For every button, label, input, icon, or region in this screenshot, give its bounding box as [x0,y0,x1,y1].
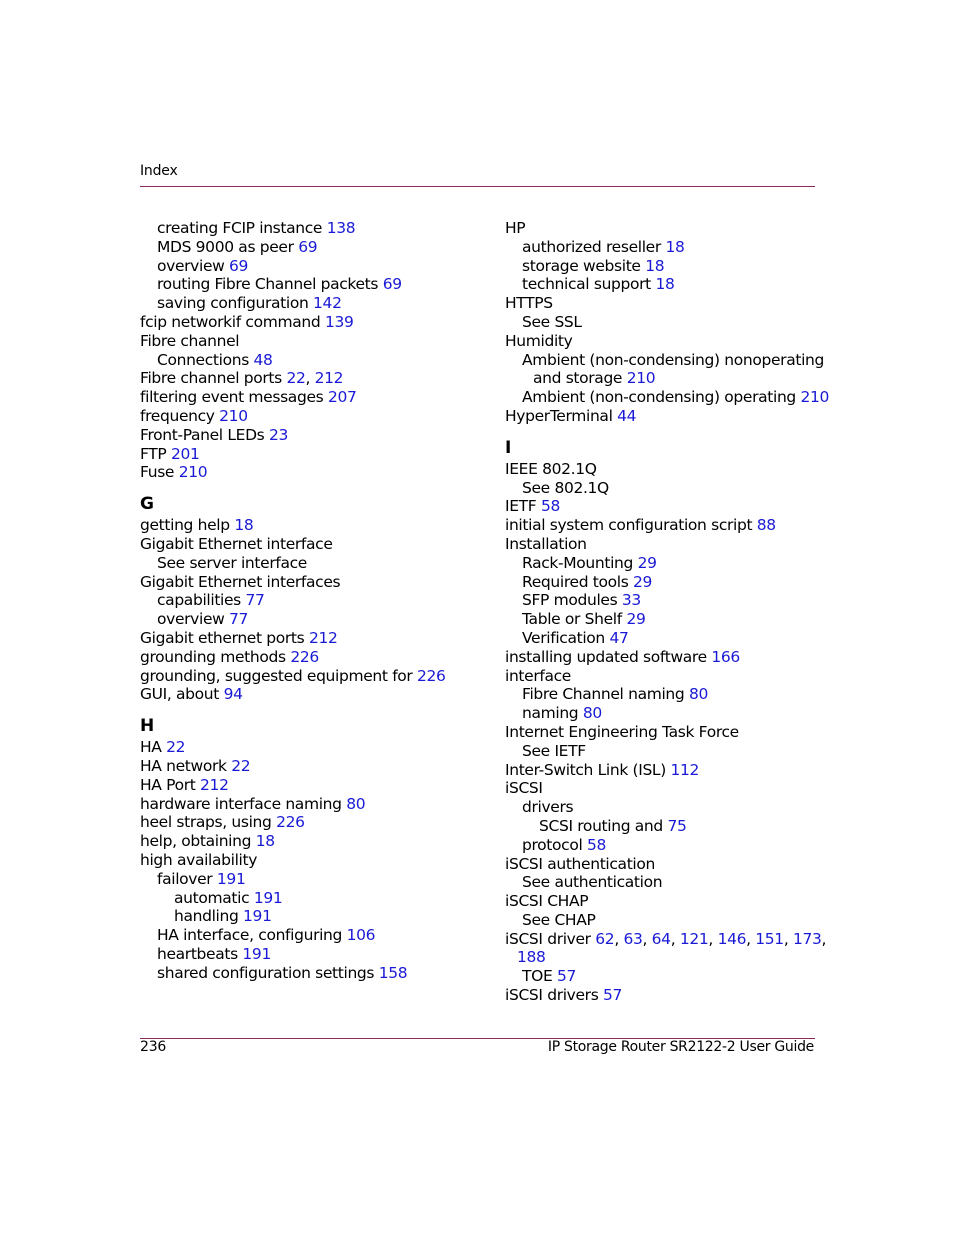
index-entry [505,554,825,573]
index-entry [140,463,470,482]
entry-term: iSCSI driver [505,929,596,948]
page-link[interactable]: 191 [243,907,272,926]
entry-term: SCSI routing and [539,816,668,835]
page-link[interactable]: 33 [621,591,641,610]
entry-term: drivers [522,798,574,817]
page-link[interactable]: 212 [308,628,338,647]
page-link[interactable]: 210 [219,406,248,425]
index-entry [140,889,470,908]
entry-term: grounding, suggested equipment for [140,666,418,685]
page-link[interactable]: 191 [216,869,246,888]
page-link[interactable]: 207 [327,388,357,407]
page-link[interactable]: 210 [800,388,830,407]
entry-term: getting help [140,516,235,535]
index-entry [140,945,470,964]
page-link[interactable]: 29 [633,572,653,591]
entry-term: routing Fibre Channel packets [157,275,383,294]
index-entry [505,798,825,817]
entry-term: See server interface [157,553,307,572]
entry-term: naming [522,704,583,723]
index-entry [140,776,470,795]
index-entry [140,610,470,629]
page-link[interactable]: 22 [166,738,186,757]
page-link[interactable]: 29 [626,610,646,629]
page-link[interactable]: 22 [231,756,251,775]
page-separator: , [642,929,652,948]
page-link[interactable]: 80 [346,794,366,813]
entry-term: grounding methods [140,647,291,666]
index-entry [140,426,470,445]
index-entry [140,667,470,686]
entry-term: Ambient (non-condensing) operating [522,388,801,407]
entry-term: MDS 9000 as peer [157,237,299,256]
entry-term: filtering event messages [140,388,328,407]
index-entry [140,516,470,535]
page-link[interactable]: 18 [655,275,675,294]
index-entry [505,516,825,535]
entry-term: Inter-Switch Link (ISL) [505,760,671,779]
index-entry [505,667,825,686]
index-entry [505,219,825,238]
entry-term: IETF [505,497,541,516]
guide-title: IP Storage Router SR2122-2 User Guide [547,1039,814,1055]
index-entry [140,757,470,776]
page-separator: , [783,929,793,948]
entry-term: and storage [533,369,627,388]
entry-term: technical support [522,275,656,294]
page-link[interactable]: 158 [378,963,408,982]
page-link[interactable]: 69 [229,256,249,275]
index-entry [505,479,825,498]
page-link[interactable]: 188 [517,948,546,967]
entry-term: creating FCIP instance [157,219,327,237]
entry-term: hardware interface naming [140,794,347,813]
index-entry [140,573,470,592]
entry-term: overview [157,610,230,629]
index-entry [140,648,470,667]
index-entry [140,738,470,757]
index-entry [140,554,470,573]
entry-term: Gigabit Ethernet interface [140,534,333,553]
index-entry [505,648,825,667]
entry-term: shared configuration settings [157,963,379,982]
index-entry [505,855,825,874]
index-entry [505,873,825,892]
page-link[interactable]: 62 [595,929,615,948]
index-entry [140,870,470,889]
index-entry [505,257,825,276]
entry-term: installing updated software [505,647,712,666]
entry-term: Verification [522,628,610,647]
index-entry [140,591,470,610]
entry-term: heartbeats [157,944,243,963]
entry-term: Front-Panel LEDs [140,425,269,444]
entry-term: iSCSI authentication [505,854,655,873]
entry-term: help, obtaining [140,832,256,851]
entry-term: See authentication [522,873,663,892]
page-link[interactable]: 77 [245,591,265,610]
entry-term: See SSL [522,312,582,331]
index-entry [505,275,825,294]
entry-term: Connections [157,350,254,369]
page-link[interactable]: 106 [346,926,376,945]
entry-term: saving configuration [157,294,314,313]
entry-term: Required tools [522,572,634,591]
page-link[interactable]: 48 [253,350,273,369]
index-entry [505,817,825,836]
entry-term: protocol [522,835,588,854]
page-link[interactable]: 63 [623,929,643,948]
entry-term: fcip networkif command [140,312,325,331]
page-link[interactable]: 212 [314,369,344,388]
entry-term: HTTPS [505,294,553,313]
page-link[interactable]: 112 [670,760,700,779]
page-link[interactable]: 57 [603,986,623,1005]
entry-term: SFP modules [522,591,622,610]
entry-term: frequency [140,406,220,425]
section-letter-i: I [505,437,512,458]
page-separator: , [670,929,680,948]
index-entry [140,795,470,814]
entry-term: Fibre channel [140,331,240,350]
index-entry [505,388,830,407]
index-entry [505,238,825,257]
index-entry [505,704,825,723]
entry-term: Fuse [140,463,179,482]
entry-term: high availability [140,850,258,869]
entry-term: iSCSI drivers [505,986,604,1005]
index-entry [505,351,825,370]
index-entry [505,948,825,967]
page-link[interactable]: 77 [229,610,249,629]
entry-term: HA interface, configuring [157,926,347,945]
index-entry [140,238,470,257]
index-entry [505,294,825,313]
entry-term: Table or Shelf [522,610,627,629]
page-link[interactable]: 57 [557,967,577,986]
entry-term: HA network [140,756,232,775]
index-entry [140,445,470,464]
page-link[interactable]: 18 [645,256,665,275]
page-link[interactable]: 88 [756,516,776,535]
index-entry [505,369,825,388]
page-link[interactable]: 226 [417,666,446,685]
entry-term: heel straps, using [140,813,277,832]
page-separator: , [708,929,718,948]
index-entry [505,497,825,516]
index-entry [140,813,470,832]
index-entry [140,257,470,276]
page-link[interactable]: 47 [609,628,629,647]
index-entry [140,388,470,407]
index-entry [505,685,825,704]
page-link[interactable]: 146 [717,929,747,948]
index-entry [505,986,825,1005]
page-link[interactable]: 69 [382,275,402,294]
entry-term: Rack-Mounting [522,553,638,572]
entry-term: HyperTerminal [505,406,618,425]
entry-term: Gigabit Ethernet interfaces [140,572,341,591]
page-link[interactable]: 29 [637,553,657,572]
entry-term: GUI, about [140,685,224,704]
index-entry [140,964,470,983]
index-entry [505,967,825,986]
index-entry [505,930,825,949]
page-separator: , [746,929,756,948]
index-entry [140,275,470,294]
index-entry [140,629,470,648]
entry-term: storage website [522,256,646,275]
entry-term: interface [505,666,571,685]
index-entry [505,573,825,592]
page-link[interactable]: 142 [313,294,342,313]
index-entry [140,351,470,370]
page-link[interactable]: 69 [298,237,318,256]
index-entry [505,723,825,742]
page-link[interactable]: 80 [688,685,708,704]
entry-term: TOE [522,967,557,986]
page-link[interactable]: 18 [255,832,275,851]
entry-term: handling [174,907,244,926]
index-entry [505,460,825,479]
entry-term: Fibre channel ports [140,369,287,388]
page-link[interactable]: 226 [276,813,305,832]
index-entry [505,779,825,798]
entry-term: Humidity [505,331,573,350]
index-entry [505,892,825,911]
entry-term: Fibre Channel naming [522,685,689,704]
header-rule [140,186,815,187]
index-entry [505,313,825,332]
entry-term: IEEE 802.1Q [505,459,597,478]
index-entry [140,407,470,426]
index-entry [140,926,470,945]
entry-term: See 802.1Q [522,478,609,497]
entry-term: initial system configuration script [505,516,757,535]
page-link[interactable]: 121 [679,929,709,948]
index-entry [140,535,470,554]
page-link[interactable]: 139 [324,312,354,331]
page-link[interactable]: 80 [582,704,602,723]
page-link[interactable]: 210 [626,369,656,388]
index-entry [140,851,470,870]
index-entry [140,294,470,313]
entry-term: HP [505,219,526,237]
page-separator: , [614,929,624,948]
index-entry [505,742,825,761]
page-link[interactable]: 201 [171,444,200,463]
entry-term: Gigabit ethernet ports [140,628,309,647]
entry-term: HA [140,738,167,757]
entry-term: Installation [505,534,587,553]
index-entry [505,761,825,780]
page-link[interactable]: 75 [667,816,687,835]
index-entry [505,535,825,554]
index-entry [140,313,470,332]
page-separator: , [821,929,827,948]
entry-term: automatic [174,888,254,907]
section-letter-g: G [140,494,154,515]
page-link[interactable]: 44 [617,406,637,425]
page-link[interactable]: 210 [178,463,208,482]
page-link[interactable]: 22 [286,369,306,388]
index-entry [140,332,470,351]
page-link[interactable]: 191 [253,888,283,907]
running-header: Index [140,163,178,179]
index-column-left [140,219,470,982]
page-link[interactable]: 94 [223,685,243,704]
section-letter-h: H [140,716,155,737]
index-entry [140,685,470,704]
entry-term: iSCSI CHAP [505,892,589,911]
index-entry [140,907,470,926]
entry-term: iSCSI [505,779,543,798]
entry-term: failover [157,869,217,888]
index-entry [140,369,470,388]
page-separator: , [305,369,315,388]
page-link[interactable]: 58 [540,497,560,516]
page-link[interactable]: 226 [290,647,319,666]
index-entry [505,407,825,426]
index-entry [140,832,470,851]
index-entry [505,610,825,629]
index-entry [505,591,825,610]
page-link[interactable]: 191 [242,944,271,963]
page-link[interactable]: 18 [234,516,254,535]
page-link[interactable]: 58 [587,835,607,854]
entry-term: overview [157,256,230,275]
index-entry [505,911,825,930]
page-link[interactable]: 18 [665,237,685,256]
entry-term: capabilities [157,591,246,610]
page-link[interactable]: 151 [755,929,784,948]
entry-term: FTP [140,444,171,463]
page-link[interactable]: 173 [792,929,822,948]
entry-term: authorized reseller [522,237,666,256]
entry-term: Ambient (non-condensing) nonoperating [522,350,824,369]
entry-term: HA Port [140,775,201,794]
entry-term: See CHAP [522,910,596,929]
page-link[interactable]: 166 [711,647,740,666]
page-number: 236 [140,1039,167,1055]
page-link[interactable]: 212 [200,775,229,794]
index-column-right [505,219,830,1005]
page-link[interactable]: 138 [326,219,356,237]
page-link[interactable]: 23 [268,425,288,444]
entry-term: Internet Engineering Task Force [505,722,739,741]
page-link[interactable]: 64 [651,929,671,948]
index-entry [505,836,825,855]
index-entry [140,219,470,238]
index-entry [505,629,825,648]
entry-term: See IETF [522,741,586,760]
index-entry [505,332,825,351]
